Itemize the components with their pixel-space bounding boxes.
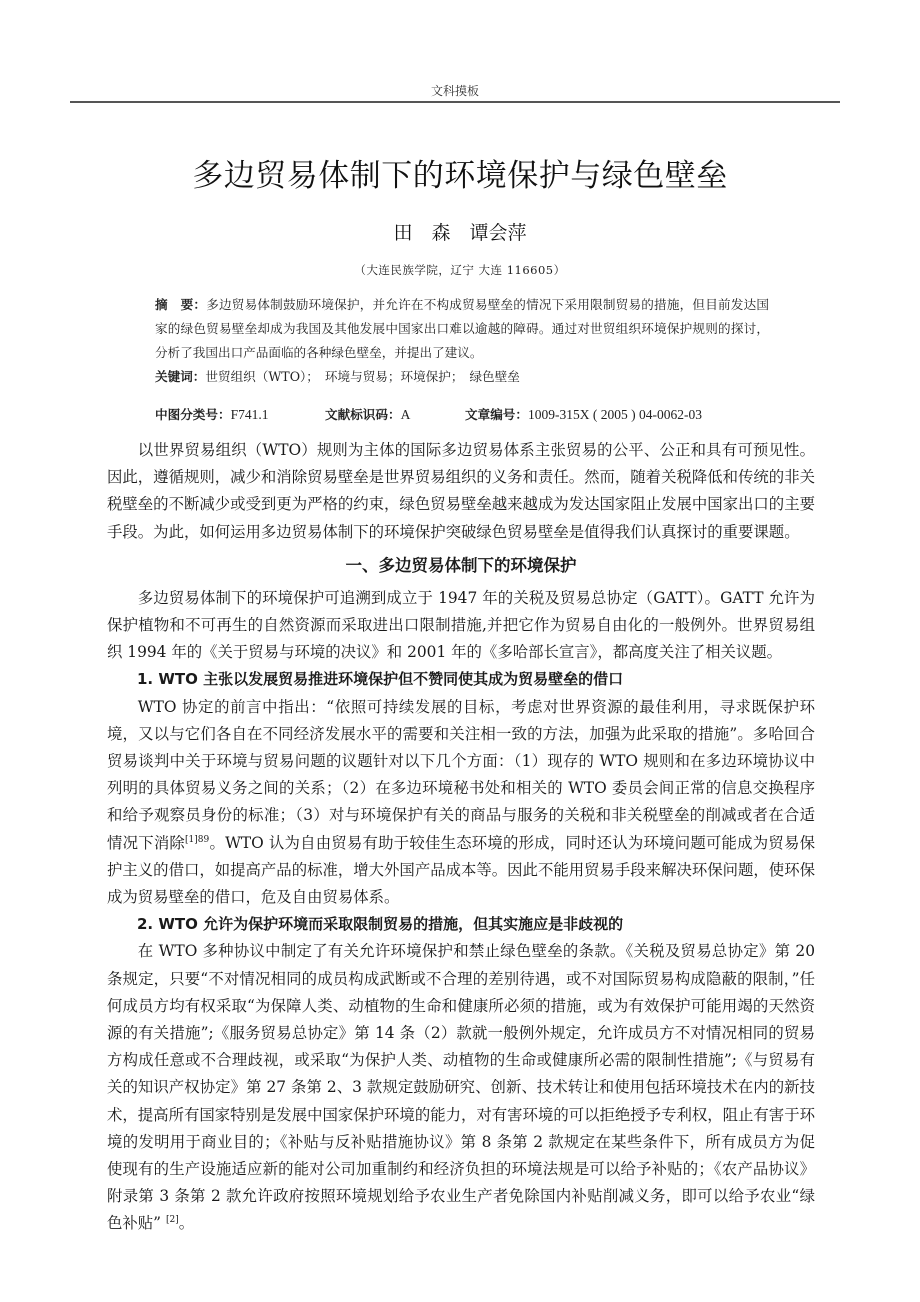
- keyword: 世贸组织（WTO）；: [205, 369, 319, 384]
- article-number: [465, 405, 702, 425]
- citation-ref[interactable]: [2]: [165, 1215, 179, 1226]
- header-rule: [70, 101, 840, 103]
- subsection-heading: 2. WTO 允许为保护环境而采取限制贸易的措施，但其实施应是非歧视的: [137, 915, 624, 934]
- clc-value: F741.1: [230, 407, 269, 422]
- abstract-text: 多边贸易体制鼓励环境保护，并允许在不构成贸易壁垒的情况下采用限制贸易的措施，但目前发达国家的绿色贸易壁垒却成为我国及其他发展中国家出口难以逾越的障碍。通过对世贸组织环境保护规则的探讨，分析了我国出口产品面临的各种绿色壁垒，并提出了建议。: [155, 297, 770, 360]
- document-code: [325, 405, 465, 425]
- article-authors: 田 森 谭会萍: [393, 222, 527, 244]
- doc-code-value: A: [400, 407, 411, 422]
- body-paragraph: 多边贸易体制下的环境保护可追溯到成立于 1947 年的关税及贸易总协定（GATT）。GATT 允许为保护植物和不可再生的自然资源而采取进出口限制措施,并把它作为贸易自由化的一般例外。世界贸易组织 1994 年的《关于贸易与环境的决议》和 2001 年的《多哈部长宣言》，都高度关注了相关议题。: [107, 588, 815, 662]
- clc-label: 中图分类号：: [155, 407, 231, 422]
- paragraph-text: 在 WTO 多种协议中制定了有关允许环境保护和禁止绿色壁垒的条款。《关税及贸易总协定》第 20 条规定，只要“不对情况相同的成员构成武断或不合理的差别待遇，或不对国际贸易构成隐蔽的限制，”任何成员方均有权采取“为保障人类、动植物的生命和健康所必须的措施，或为有效保护可能用竭的天然资源的有关措施”;《服务贸易总协定》第 14 条（2）款就一般例外规定，允许成员方不对情况相同的贸易方构成任意或不合理歧视，或采取“为保护人类、动植物的生命或健康所必需的限制性措施”;《与贸易有关的知识产权协定》第 27 条第 2、3 款规定鼓励研究、创新、技术转让和使用包括环境技术在内的新技术，提高所有国家特别是发展中国家保护环境的能力，对有害环境的可以拒绝授予专利权，阻止有害于环境的发明用于商业目的；《补贴与反补贴措施协议》第 8 条第 2 款规定在某些条件下，所有成员方为促使现有的生产设施适应新的能对公司加重制约和经济负担的环境法规是可以给予补贴的；《农产品协议》附录第 3 条第 2 款允许政府按照环境规划给予农业生产者免除国内补贴削减义务，即可以给予农业“绿色补贴”: [107, 942, 815, 1233]
- body-paragraph: [107, 694, 815, 912]
- citation-ref[interactable]: [1]89: [185, 834, 210, 845]
- article-title: 多边贸易体制下的环境保护与绿色壁垒: [192, 158, 728, 194]
- article-number-label: 文章编号：: [465, 407, 528, 422]
- keyword: 绿色壁垒: [469, 369, 520, 384]
- clc-number: [155, 405, 325, 425]
- abstract: [155, 293, 769, 365]
- keyword: 环境与贸易；环境保护；: [324, 369, 464, 384]
- keywords: [155, 365, 769, 389]
- paragraph-text: WTO 协定的前言中指出：“依照可持续发展的目标，考虑对世界资源的最佳利用，寻求既保护环境，又以与它们各自在不同经济发展水平的需要和关注相一致的方法，加强为此采取的措施”。多哈回合贸易谈判中关于环境与贸易问题的议题针对以下几个方面：（1）现存的 WTO 规则和在多边环境协议中列明的具体贸易义务之间的关系；（2）在多边环境秘书处和相关的 WTO 委员会间正常的信息交换程序和给予观察员身份的标准；（3）对与环境保护有关的商品与服务的关税和非关税壁垒的削减或者在合适情况下消除: [107, 697, 815, 852]
- abstract-label: 摘 要：: [155, 297, 207, 312]
- running-head: 文科摸板: [430, 84, 479, 98]
- paragraph-text: 。WTO 认为自由贸易有助于较佳生态环境的形成，同时还认为环境问题可能成为贸易保护主义的借口，如提高产品的标准，增大外国产品成本等。因此不能用贸易手段来解决环保问题，使环保成为贸易壁垒的借口，危及自由贸易体系。: [107, 833, 815, 907]
- keywords-label: 关键词：: [155, 369, 206, 384]
- classification-line: [155, 405, 795, 425]
- article-body: [107, 437, 815, 1238]
- section-heading: 一、多边贸易体制下的环境保护: [345, 555, 577, 575]
- subsection-heading: 1. WTO 主张以发展贸易推进环境保护但不赞同使其成为贸易壁垒的借口: [137, 670, 624, 689]
- body-paragraph: [107, 938, 815, 1237]
- intro-paragraph: 以世界贸易组织（WTO）规则为主体的国际多边贸易体系主张贸易的公平、公正和具有可预见性。因此，遵循规则，减少和消除贸易壁垒是世界贸易组织的义务和责任。然而，随着关税降低和传统的非关税壁垒的不断减少或受到更为严格的约束，绿色贸易壁垒越来越成为发达国家阻止发展中国家出口的主要手段。为此，如何运用多边贸易体制下的环境保护突破绿色贸易壁垒是值得我们认真探讨的重要课题。: [107, 441, 815, 541]
- author-affiliation: （大连民族学院，辽宁 大连 116605）: [354, 263, 566, 277]
- doc-code-label: 文献标识码：: [325, 407, 401, 422]
- article-number-value: 1009-315X ( 2005 ) 04-0062-03: [527, 407, 702, 422]
- paragraph-text: 。: [178, 1214, 195, 1233]
